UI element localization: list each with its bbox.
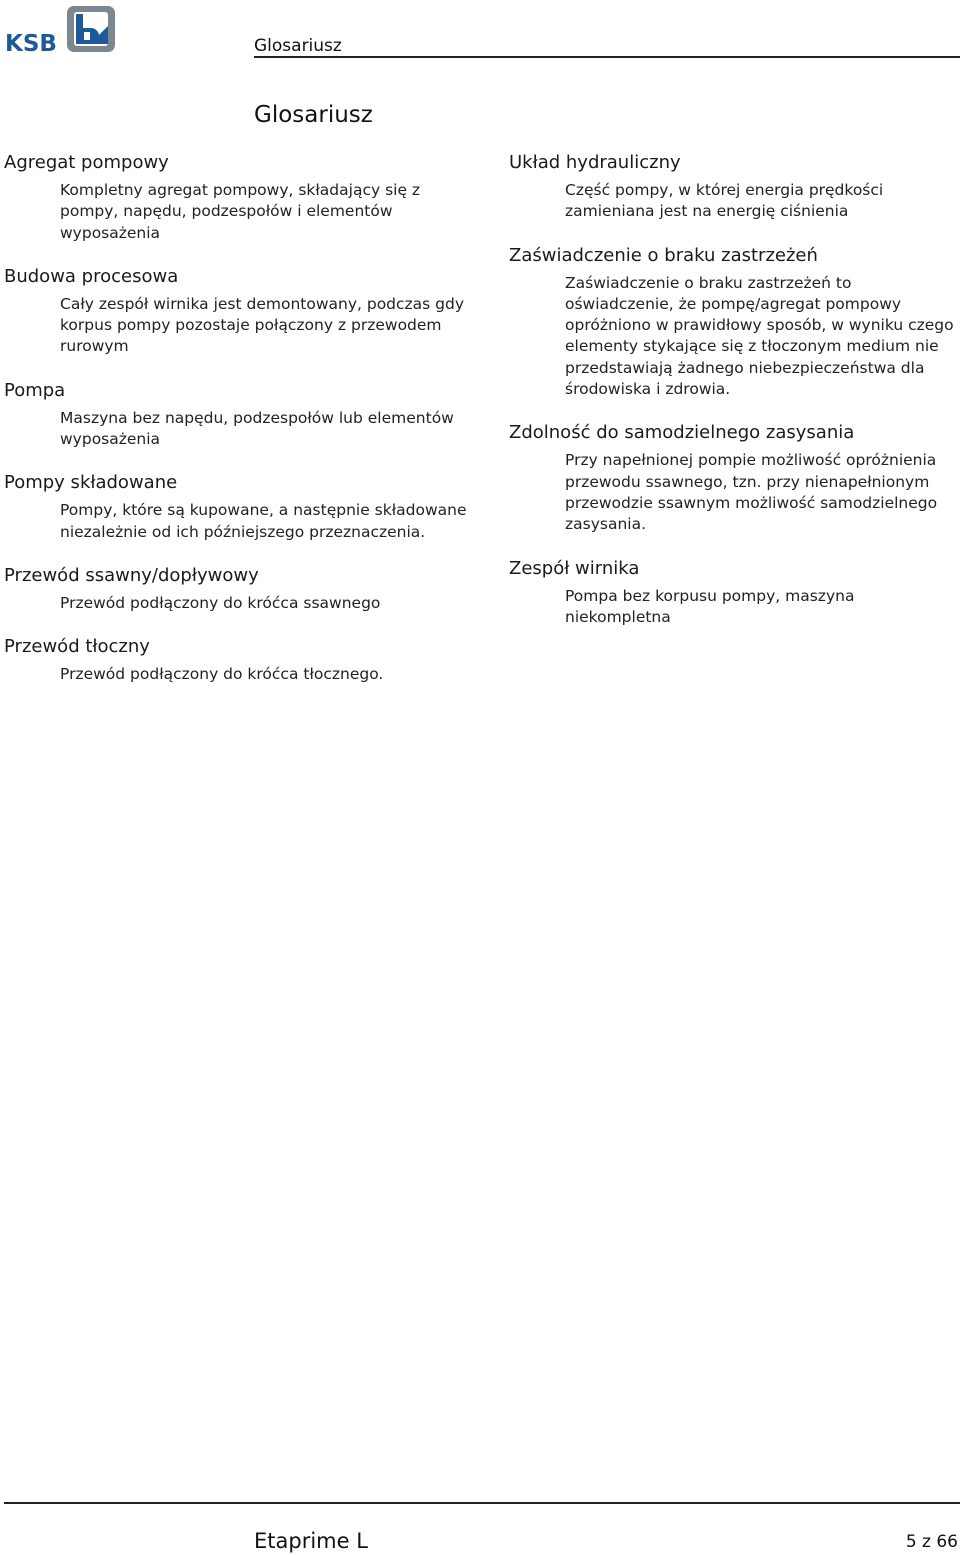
footer-page-number: 5 z 66 [905,1532,958,1552]
glossary-term: Układ hydrauliczny [509,152,681,173]
glossary-definition: Przewód podłączony do króćca tłocznego. [60,665,384,684]
ksb-logo [4,4,116,54]
glossary-entry [509,420,954,535]
glossary-entry [4,470,474,543]
glossary-term: Agregat pompowy [4,152,169,173]
glossary-definition: Przewód podłączony do króćca ssawnego [60,593,381,612]
glossary-entry [509,556,954,629]
glossary-definition: Pompy, które są kupowane, a następnie składowane niezależnie od ich późniejszego przeznaczenia. [60,501,467,541]
glossary-term: Zespół wirnika [509,557,640,579]
glossary-right-column [509,150,954,648]
glossary-entry [509,150,954,223]
glossary-entry [4,634,474,685]
glossary-entry [4,563,474,614]
svg-text:KSB: KSB [5,31,57,54]
header-divider [254,56,960,58]
footer-product-name: Etaprime L [254,1529,368,1553]
glossary-definition: Zaświadczenie o braku zastrzeżeń to oświadczenie, że pompę/agregat pompowy opróżniono w prawidłowy sposób, w wyniku czego elementy stykające się z tłoczonym medium nie przedstawiają żadnego niebezpieczeństwa dla środowiska i zdrowia. [565,273,954,399]
glossary-term: Pompa [4,379,66,401]
glossary-definition: Cały zespół wirnika jest demontowany, podczas gdy korpus pompy pozostaje połączony z przewodem rurowym [60,294,465,356]
glossary-term: Zaświadczenie o braku zastrzeżeń [509,244,818,266]
glossary-definition: Maszyna bez napędu, podzespołów lub elementów wyposażenia [60,408,454,449]
footer-divider [4,1502,960,1504]
glossary-term: Przewód tłoczny [4,636,150,658]
glossary-term: Zdolność do samodzielnego zasysania [509,422,855,444]
glossary-term: Pompy składowane [4,472,178,494]
running-header-title: Glosariusz [254,36,342,56]
glossary-definition: Kompletny agregat pompowy, składający się z pompy, napędu, podzespołów i elementów wyposażenia [60,181,421,242]
glossary-left-column [4,150,474,706]
glossary-term: Budowa procesowa [4,265,179,287]
glossary-term: Przewód ssawny/dopływowy [4,564,259,586]
glossary-definition: Część pompy, w której energia prędkości zamieniana jest na energię ciśnienia [565,181,884,221]
glossary-definition: Przy napełnionej pompie możliwość opróżnienia przewodu ssawnego, tzn. przy nienapełnionym przewodzie ssawnym możliwość samodzielnego zasysania. [565,451,938,534]
glossary-entry [4,264,474,358]
glossary-entry [509,243,954,401]
glossary-entry [4,378,474,451]
glossary-definition: Pompa bez korpusu pompy, maszyna niekompletna [565,586,855,626]
page-title: Glosariusz [254,102,373,128]
glossary-entry [4,150,474,244]
